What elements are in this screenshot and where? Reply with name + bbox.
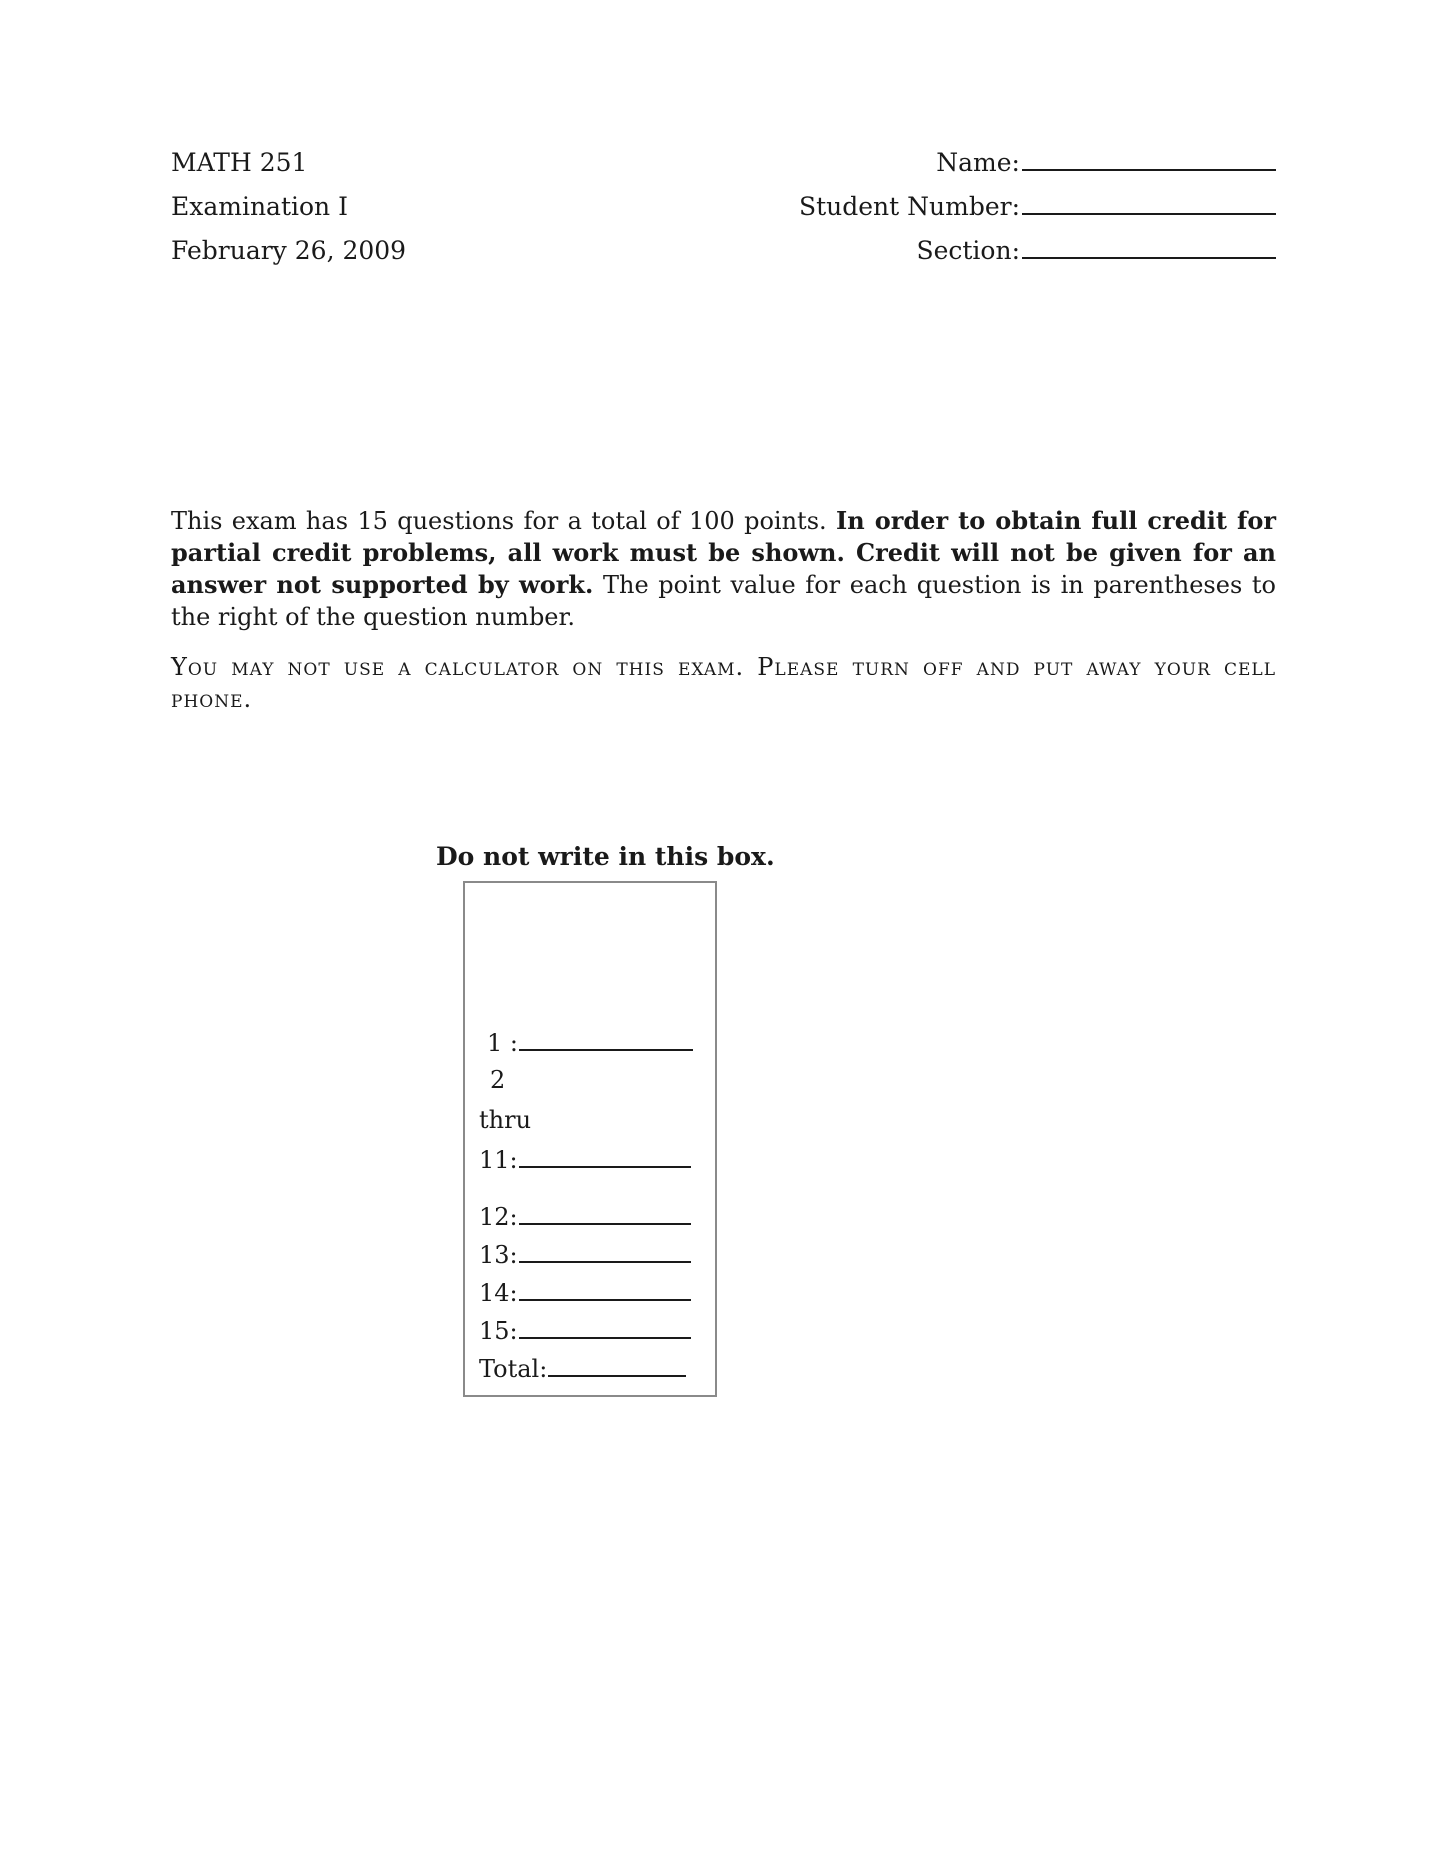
grade-label-q2: 2 bbox=[490, 1066, 506, 1094]
instructions-trailing: The point value for each question is in parentheses to the right of the question number. bbox=[171, 571, 1276, 631]
grade-blank-total bbox=[548, 1351, 686, 1377]
course-title: MATH 251 bbox=[171, 148, 308, 177]
grade-line-q1 bbox=[479, 1025, 693, 1057]
grade-label-thru: thru bbox=[479, 1106, 532, 1134]
grade-line-q12 bbox=[479, 1199, 691, 1231]
grade-line-q11 bbox=[479, 1142, 691, 1174]
course-info bbox=[171, 141, 406, 273]
grade-label-q1: 1 : bbox=[487, 1029, 518, 1057]
grade-label-q13: 13: bbox=[479, 1241, 518, 1269]
student-number-field-row bbox=[799, 185, 1276, 229]
section-label: Section: bbox=[916, 236, 1020, 265]
student-number-label: Student Number: bbox=[798, 192, 1020, 221]
grade-blank-q1 bbox=[519, 1025, 693, 1051]
grade-blank-q12 bbox=[519, 1199, 691, 1225]
grade-box-caption: Do not write in this box. bbox=[436, 842, 775, 871]
grade-label-q15: 15: bbox=[479, 1317, 518, 1345]
grade-label-total: Total: bbox=[479, 1355, 548, 1383]
grade-blank-q14 bbox=[519, 1275, 691, 1301]
grade-label-q14: 14: bbox=[479, 1279, 518, 1307]
section-field-row bbox=[799, 229, 1276, 273]
grade-blank-q11 bbox=[519, 1142, 691, 1168]
exam-instructions bbox=[171, 505, 1276, 715]
exam-date: February 26, 2009 bbox=[171, 236, 407, 265]
grade-line-q14 bbox=[479, 1275, 691, 1307]
name-field-row bbox=[799, 141, 1276, 185]
calculator-notice: You may not use a calculator on this exam. Please turn off and put away your cell phone. bbox=[171, 653, 1276, 713]
grade-line-q13 bbox=[479, 1237, 691, 1269]
section-blank[interactable] bbox=[1022, 229, 1276, 259]
grade-blank-q15 bbox=[519, 1313, 691, 1339]
grade-blank-q13 bbox=[519, 1237, 691, 1263]
instructions-bold: In order to obtain full credit for partial credit problems, all work must be shown. Credit will not be given for an answer not supported by work. bbox=[171, 506, 1276, 599]
name-label: Name: bbox=[936, 148, 1020, 177]
instructions-paragraph bbox=[171, 505, 1276, 633]
name-blank[interactable] bbox=[1022, 141, 1276, 171]
grade-line-total bbox=[479, 1351, 686, 1383]
grade-box bbox=[463, 881, 717, 1397]
student-info-fields bbox=[799, 141, 1276, 273]
instructions-intro: This exam has 15 questions for a total of 100 points. bbox=[171, 507, 827, 535]
grade-line-q15 bbox=[479, 1313, 691, 1345]
exam-title: Examination I bbox=[171, 192, 348, 221]
grade-label-q11: 11: bbox=[479, 1146, 518, 1174]
student-number-blank[interactable] bbox=[1022, 185, 1276, 215]
grade-label-q12: 12: bbox=[479, 1203, 518, 1231]
